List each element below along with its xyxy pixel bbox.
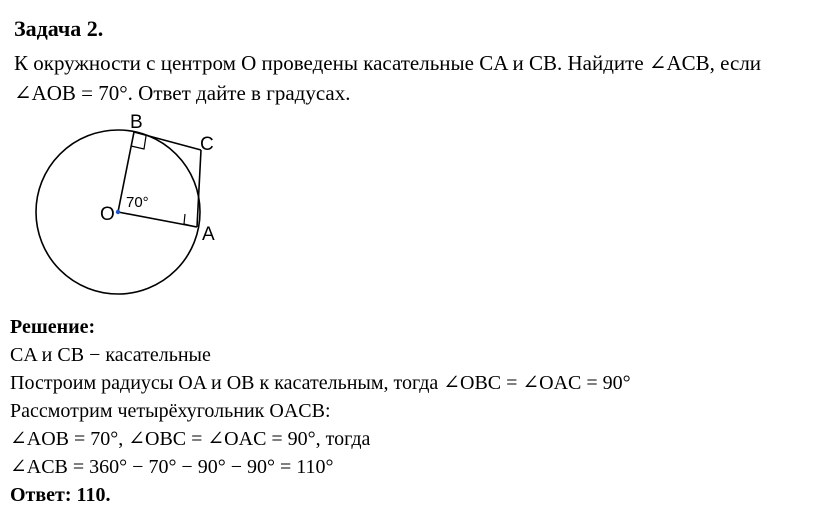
label-A: A — [202, 224, 215, 245]
label-O: O — [100, 204, 115, 225]
answer: Ответ: 110. — [10, 484, 111, 506]
problem-line-2: ∠AOB = 70°. Ответ дайте в градусах. — [14, 81, 351, 105]
solution — [10, 313, 631, 509]
angle-label: 70° — [126, 194, 149, 211]
label-B: B — [130, 112, 143, 133]
solution-line-3: Рассмотрим четырёхугольник OACB: — [10, 400, 331, 422]
problem-title: Задача 2. — [14, 16, 104, 41]
label-C: C — [200, 134, 214, 155]
right-angle-marker-A — [184, 214, 196, 227]
geometry-figure — [0, 105, 260, 305]
solution-line-4: ∠AOB = 70°, ∠OBC = ∠OAC = 90°, тогда — [10, 428, 371, 450]
center-point — [116, 210, 120, 214]
problem-line-1: К окружности с центром O проведены касательные CA и CB. Найдите ∠ACB, если — [14, 51, 762, 75]
solution-line-1: CA и CB − касательные — [10, 344, 211, 366]
problem-statement — [14, 48, 824, 108]
solution-heading: Решение: — [10, 316, 96, 338]
solution-line-2: Построим радиусы OA и OB к касательным, тогда ∠OBC = ∠OAC = 90° — [10, 372, 631, 394]
solution-line-5: ∠ACB = 360° − 70° − 90° − 90° = 110° — [10, 456, 334, 478]
